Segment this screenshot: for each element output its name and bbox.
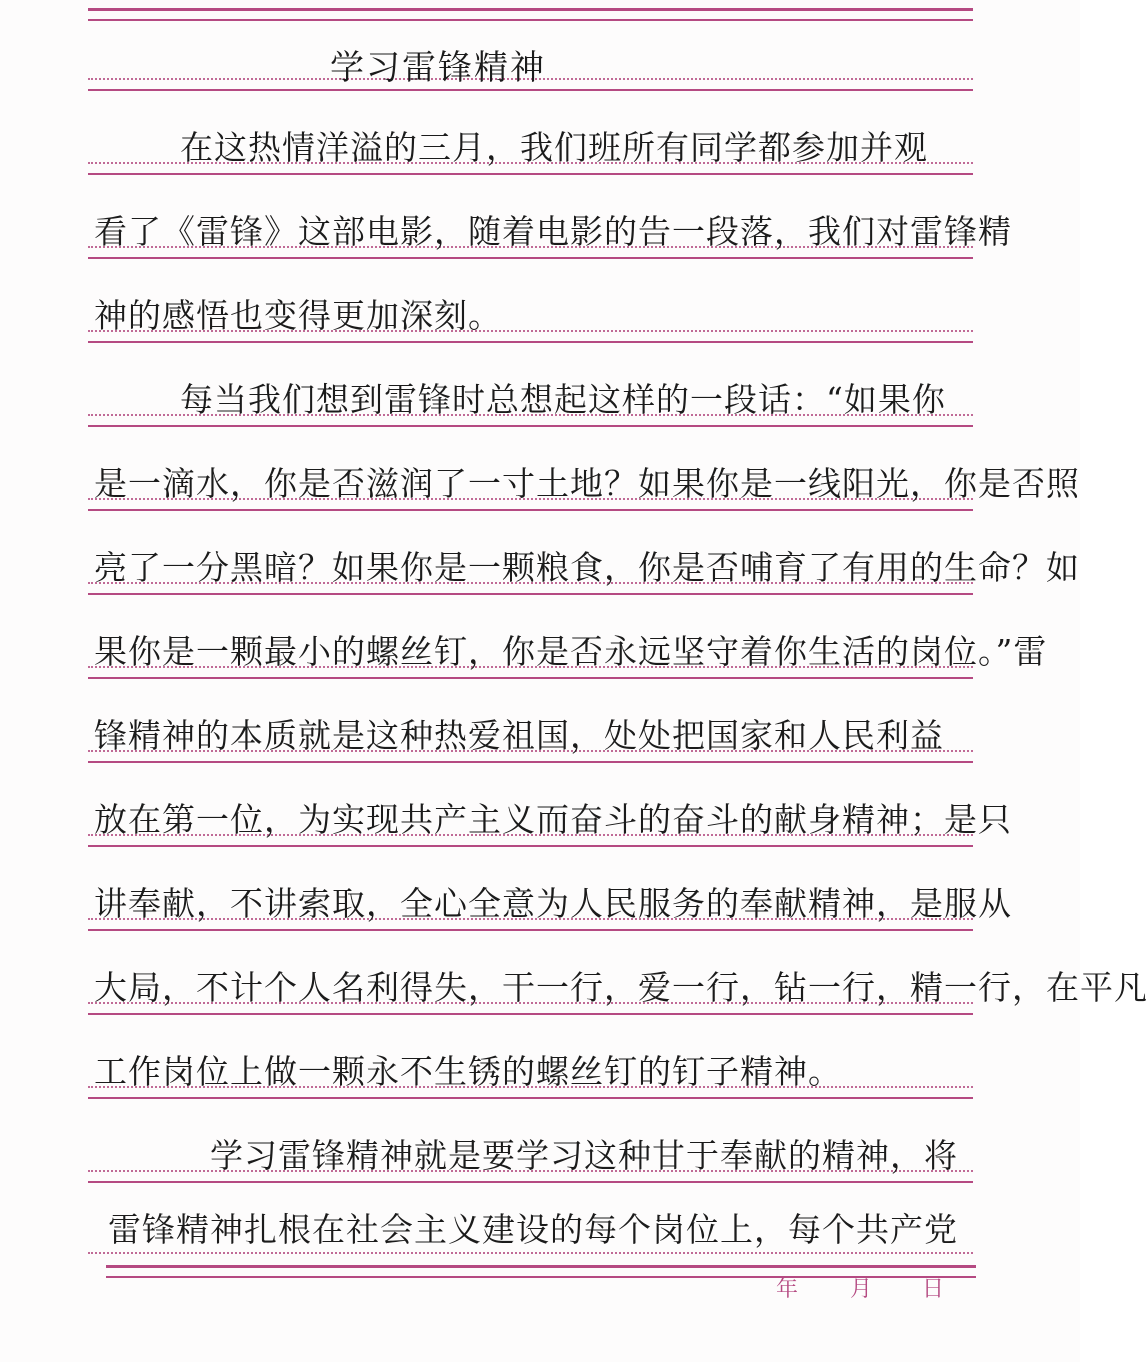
ruled-line: [88, 89, 973, 91]
ruled-line: [88, 509, 973, 511]
essay-title: 学习雷锋精神: [330, 48, 546, 88]
text-line-5: 是一滴水，你是否滋润了一寸土地？如果你是一线阳光，你是否照: [94, 464, 1080, 503]
ruled-line: [88, 761, 973, 763]
ruled-line: [88, 1181, 973, 1183]
text-line-1: 在这热情洋溢的三月，我们班所有同学都参加并观: [180, 128, 928, 167]
text-line-8: 锋精神的本质就是这种热爱祖国，处处把国家和人民利益: [94, 716, 944, 755]
text-line-13: 学习雷锋精神就是要学习这种甘于奉献的精神，将: [210, 1136, 958, 1175]
ruled-line: [88, 929, 973, 931]
date-month-label: 月: [850, 1277, 873, 1302]
text-line-2: 看了《雷锋》这部电影，随着电影的告一段落，我们对雷锋精: [94, 212, 1012, 251]
text-line-11: 大局，不计个人名利得失，干一行，爱一行，钻一行，精一行，在平凡: [94, 968, 1148, 1007]
ruled-line: [88, 593, 973, 595]
text-line-10: 讲奉献，不讲索取，全心全意为人民服务的奉献精神，是服从: [94, 884, 1012, 923]
date-day-label: 日: [922, 1277, 945, 1302]
ruled-line: [88, 173, 973, 175]
ruled-line: [88, 845, 973, 847]
text-line-4: 每当我们想到雷锋时总想起这样的一段话：“如果你: [180, 380, 946, 419]
ruled-line: [88, 677, 973, 679]
ruled-line: [88, 257, 973, 259]
text-line-12: 工作岗位上做一颗永不生锈的螺丝钉的钉子精神。: [94, 1052, 842, 1091]
ruled-line: [88, 1013, 973, 1015]
date-year-label: 年: [776, 1277, 799, 1302]
ruled-line: [88, 425, 973, 427]
bottom-double-rule: [106, 1265, 976, 1278]
text-line-3: 神的感悟也变得更加深刻。: [94, 296, 502, 335]
dotted-guide: [88, 1252, 973, 1254]
text-line-9: 放在第一位，为实现共产主义而奋斗的奋斗的献身精神；是只: [94, 800, 1012, 839]
ruled-line: [88, 341, 973, 343]
text-line-7: 果你是一颗最小的螺丝钉，你是否永远坚守着你生活的岗位。”雷: [94, 632, 1048, 671]
text-line-6: 亮了一分黑暗？如果你是一颗粮食，你是否哺育了有用的生命？如: [94, 548, 1080, 587]
ruled-line: [88, 1097, 973, 1099]
top-double-rule: [88, 8, 973, 21]
text-line-14: 雷锋精神扎根在社会主义建设的每个岗位上，每个共产党: [108, 1210, 958, 1249]
